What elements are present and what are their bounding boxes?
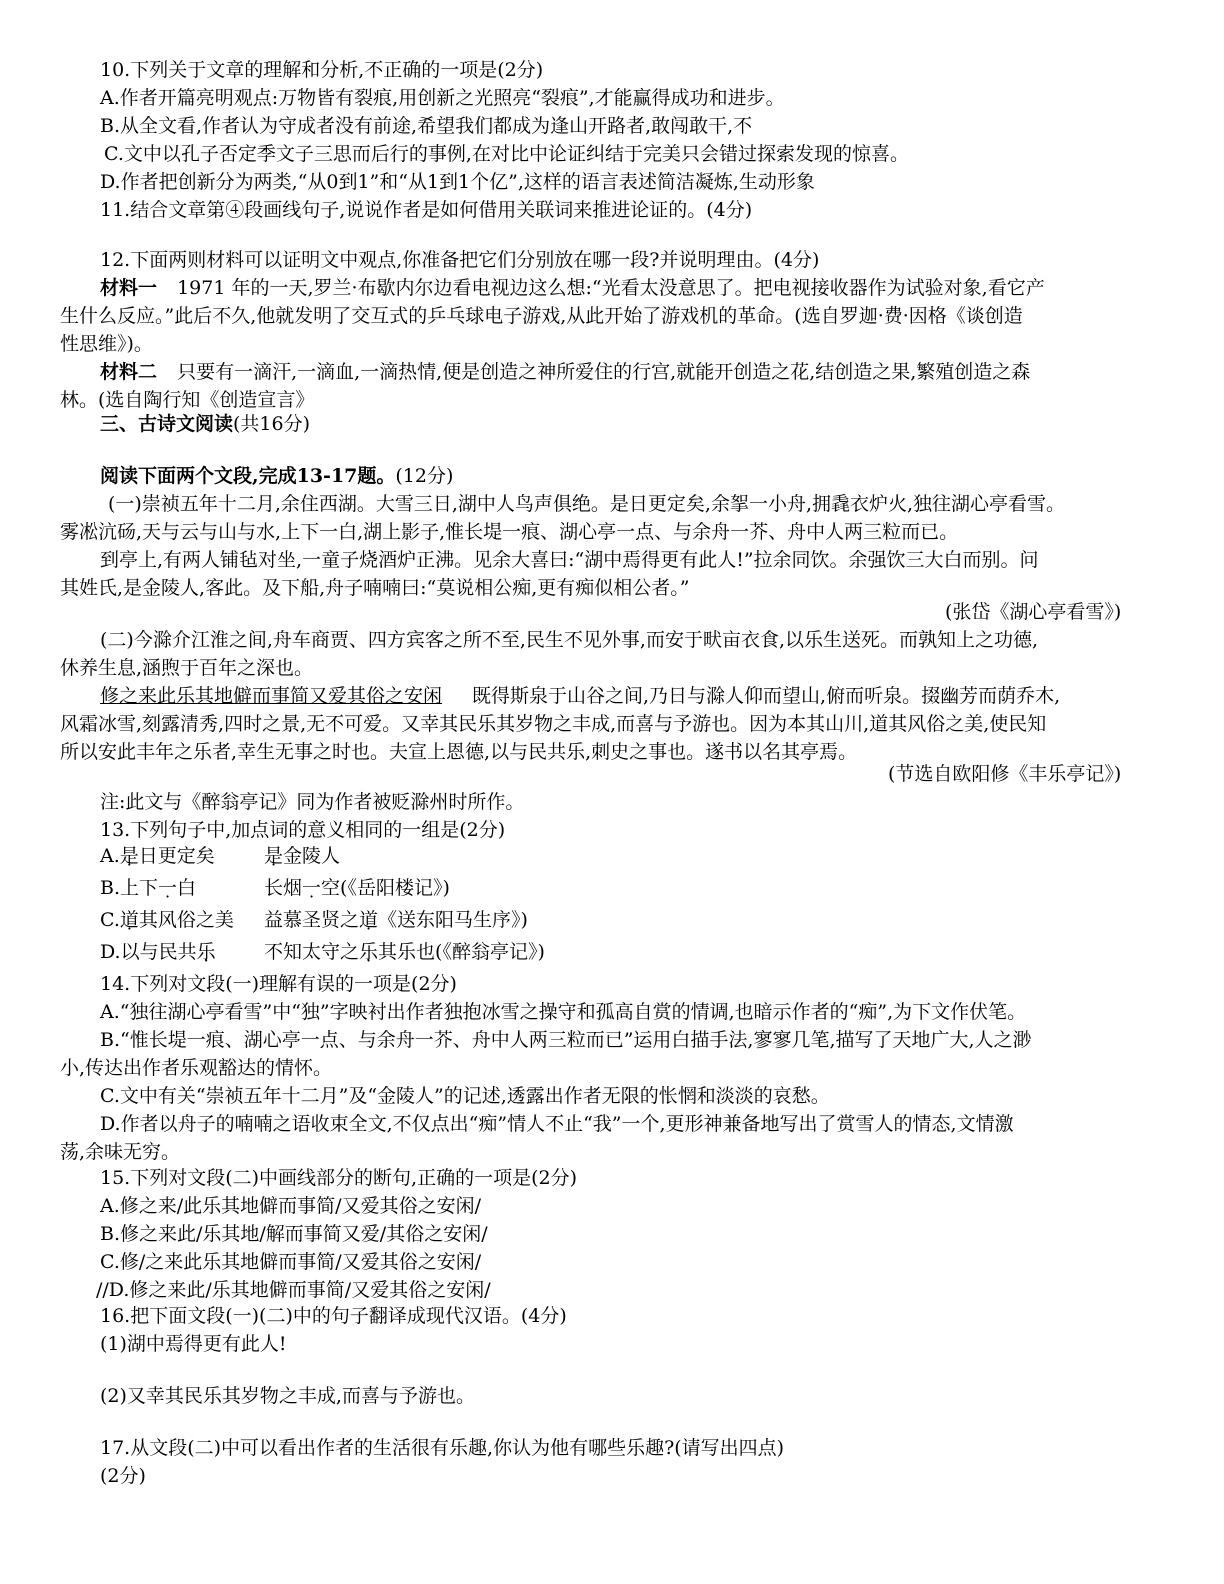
passage-2-p2-line-2: 风霜冰雪,刻露清秀,四时之景,无不可爱。又幸其民乐其岁物之丰成,而喜与予游也。因为本其山川,道其风俗之美,使民知 xyxy=(60,713,1047,735)
q14-option-c: C.文中有关“崇祯五年十二月”及“金陵人”的记述,透露出作者无限的怅惘和淡淡的哀愁。 xyxy=(100,1085,830,1107)
q16-sentence-1: (1)湖中焉得更有此人! xyxy=(100,1333,287,1355)
passage-1-line-1: (一)崇祯五年十二月,余住西湖。大雪三日,湖中人鸟声俱绝。是日更定矣,余挐一小舟,拥毳衣炉火,独往湖心亭看雪。 xyxy=(108,493,1066,515)
material-1-label: 材料一 xyxy=(100,277,158,299)
q14-option-d-line-2: 荡,余味无穷。 xyxy=(60,1141,181,1163)
q13-option-b-right: 长烟一空(《岳阳楼记》) xyxy=(264,877,450,899)
q15-stem: 15.下列对文段(二)中画线部分的断句,正确的一项是(2分) xyxy=(100,1167,577,1189)
material-2-label: 材料二 xyxy=(100,361,158,383)
q16-stem: 16.把下面文段(一)(二)中的句子翻译成现代汉语。(4分) xyxy=(100,1305,567,1327)
q11-stem: 11.结合文章第④段画线句子,说说作者是如何借用关联词来推进论证的。(4分) xyxy=(100,199,753,221)
q14-option-b-line-1: B.“惟长堤一痕、湖心亭一点、与余舟一芥、舟中人两三粒而已”运用白描手法,寥寥几笔,描写了天地广大,人之渺 xyxy=(100,1029,1032,1051)
q14-stem: 14.下列对文段(一)理解有误的一项是(2分) xyxy=(100,973,457,995)
q12-material-1-line-2: 生什么反应。”此后不久,他就发明了交互式的乒乓球电子游戏,从此开始了游戏机的革命。(选自罗迦·费·因格《谈创造 xyxy=(60,305,1023,327)
q17-score: (2分) xyxy=(100,1465,146,1487)
passage-1-line-2: 雾凇沆砀,天与云与山与水,上下一白,湖上影子,惟长堤一痕、湖心亭一点、与余舟一芥、舟中人两三粒而已。 xyxy=(60,521,959,543)
q15-option-a: A.修之来/此乐其地僻而事简/又爱其俗之安闲/ xyxy=(100,1195,481,1217)
q12-material-2-line-1: 材料二 只要有一滴汗,一滴血,一滴热情,便是创造之神所爱住的行宫,就能开创造之花,结创造之果,繁殖创造之森 xyxy=(100,361,1031,383)
passage-1-source: (张岱《湖心亭看雪》) xyxy=(945,601,1122,623)
q12-stem: 12.下面两则材料可以证明文中观点,你准备把它们分别放在哪一段?并说明理由。(4分) xyxy=(100,249,820,271)
q12-material-2-line-2: 林。(选自陶行知《创造宣言》 xyxy=(60,389,315,411)
q15-option-c: C.修/之来此乐其地僻而事简/又爱其俗之安闲/ xyxy=(100,1251,482,1273)
underlined-sentence: 修之来此乐其地僻而事简又爱其俗之安闲 xyxy=(100,685,443,707)
passage-1-p2-line-2: 其姓氏,是金陵人,客此。及下船,舟子喃喃曰:“莫说相公痴,更有痴似相公者。” xyxy=(60,577,690,599)
q10-option-a: A.作者开篇亮明观点:万物皆有裂痕,用创新之光照亮“裂痕”,才能赢得成功和进步。 xyxy=(100,87,785,109)
q12-material-1-line-3: 性思维》)。 xyxy=(60,333,153,355)
q10-option-b: B.从全文看,作者认为守成者没有前途,希望我们都成为逢山开路者,敢闯敢干,不 xyxy=(100,115,753,137)
q13-stem: 13.下列句子中,加点词的意义相同的一组是(2分) xyxy=(100,819,506,841)
q13-option-b-left: B.上下一白 xyxy=(100,877,197,899)
passage-note: 注:此文与《醉翁亭记》同为作者被贬滁州时所作。 xyxy=(100,791,525,813)
q13-option-c-right: 益慕圣贤之道《送东阳马生序》) xyxy=(264,909,528,931)
q10-option-c: C.文中以孔子否定季文子三思而后行的事例,在对比中论证纠结于完美只会错过探索发现的惊喜。 xyxy=(104,143,909,165)
section-3-heading: 三、古诗文阅读(共16分) xyxy=(100,413,311,435)
q14-option-d-line-1: D.作者以舟子的喃喃之语收束全文,不仅点出“痴”情人不止“我”一个,更形神兼备地写出了赏雪人的情态,文情激 xyxy=(100,1113,1014,1135)
q14-option-b-line-2: 小,传达出作者乐观豁达的情怀。 xyxy=(60,1057,333,1079)
q15-option-b: B.修之来此/乐其地/解而事简又爱/其俗之安闲/ xyxy=(100,1223,488,1245)
q13-option-d-right: 不知太守之乐其乐也(《醉翁亭记》) xyxy=(264,941,545,963)
q13-option-a-right: 是金陵人 xyxy=(264,845,341,867)
q10-stem: 10.下列关于文章的理解和分析,不正确的一项是(2分) xyxy=(100,59,544,81)
q15-option-d: //D.修之来此/乐其地僻而事简/又爱其俗之安闲/ xyxy=(96,1279,491,1301)
q13-option-d-left: D.以与民共乐 xyxy=(100,941,216,963)
reading-intro: 阅读下面两个文段,完成13-17题。(12分) xyxy=(100,465,454,487)
q13-option-a-left: A.是日更定矣 xyxy=(100,845,215,867)
passage-2-p2-line-1: 修之来此乐其地僻而事简又爱其俗之安闲 既得斯泉于山谷之间,乃日与滁人仰而望山,俯而听泉。掇幽芳而荫乔木, xyxy=(100,685,1061,707)
passage-2-line-1: (二)今滁介江淮之间,舟车商贾、四方宾客之所不至,民生不见外事,而安于畎亩衣食,以乐生送死。而孰知上之功德, xyxy=(100,629,1039,651)
q12-material-1-line-1: 材料一 1971 年的一天,罗兰·布歇内尔边看电视边这么想:“光看太没意思了。把电视接收器作为试验对象,看它产 xyxy=(100,277,1045,299)
q17-stem: 17.从文段(二)中可以看出作者的生活很有乐趣,你认为他有哪些乐趣?(请写出四点) xyxy=(100,1437,785,1459)
q16-sentence-2: (2)又幸其民乐其岁物之丰成,而喜与予游也。 xyxy=(100,1385,475,1407)
passage-2-source: (节选自欧阳修《丰乐亭记》) xyxy=(888,763,1122,785)
passage-2-line-2: 休养生息,涵煦于百年之深也。 xyxy=(60,657,314,679)
q10-option-d: D.作者把创新分为两类,“从0到1”和“从1到1个亿”,这样的语言表述简洁凝炼,生动形象 xyxy=(100,171,815,193)
passage-2-p2-line-3: 所以安此丰年之乐者,幸生无事之时也。夫宣上恩德,以与民共乐,刺史之事也。遂书以名其亭焉。 xyxy=(60,741,858,763)
q14-option-a: A.“独往湖心亭看雪”中“独”字映衬出作者独抱冰雪之操守和孤高自赏的情调,也暗示作者的“痴”,为下文作伏笔。 xyxy=(100,1001,1027,1023)
q13-option-c-left: C.道其风俗之美 xyxy=(100,909,234,931)
passage-1-p2-line-1: 到亭上,有两人铺毡对坐,一童子烧酒炉正沸。见余大喜曰:“湖中焉得更有此人!”拉余同饮。余强饮三大白而别。问 xyxy=(100,549,1039,571)
